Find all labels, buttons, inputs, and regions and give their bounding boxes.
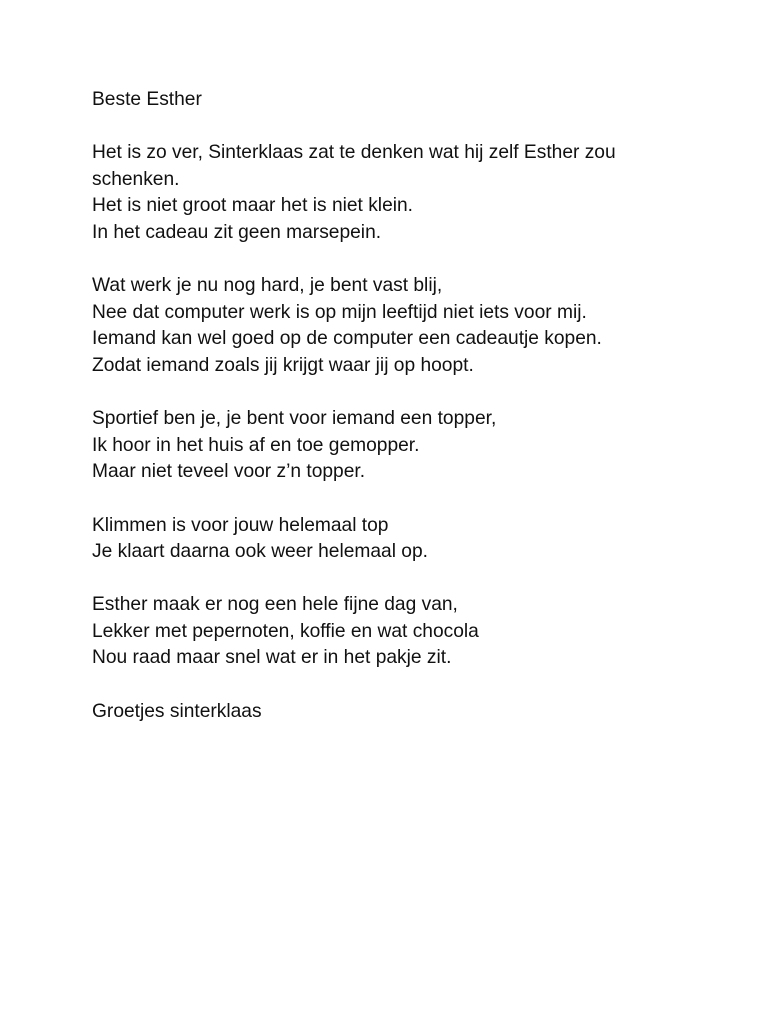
stanza-gap [92, 380, 712, 407]
stanza-gap [92, 114, 712, 141]
stanza-1 [92, 140, 712, 246]
poem-line: Lekker met pepernoten, koffie en wat chocola [92, 620, 479, 642]
stanza-gap [92, 566, 712, 593]
letter-body [92, 87, 712, 725]
poem-line: Nou raad maar snel wat er in het pakje zit. [92, 647, 452, 669]
poem-line: Zodat iemand zoals jij krijgt waar jij op hoopt. [92, 354, 474, 376]
poem-line: schenken. [92, 168, 180, 190]
poem-line: In het cadeau zit geen marsepein. [92, 221, 382, 243]
stanza-gap [92, 247, 712, 274]
stanza-5 [92, 592, 712, 672]
poem-line: Klimmen is voor jouw helemaal top [92, 514, 389, 536]
closing: Groetjes sinterklaas [92, 700, 262, 722]
greeting: Beste Esther [92, 89, 202, 110]
stanza-gap [92, 672, 712, 699]
poem-line: Het is niet groot maar het is niet klein. [92, 195, 414, 217]
poem-line: Nee dat computer werk is op mijn leeftijd niet iets voor mij. [92, 301, 587, 323]
stanza-3 [92, 406, 712, 486]
poem-line: Esther maak er nog een hele fijne dag van, [92, 594, 458, 616]
stanza-gap [92, 486, 712, 513]
poem-line: Je klaart daarna ook weer helemaal op. [92, 541, 428, 563]
poem-line: Iemand kan wel goed op de computer een cadeautje kopen. [92, 328, 602, 350]
stanza-2 [92, 273, 712, 379]
poem-line: Het is zo ver, Sinterklaas zat te denken wat hij zelf Esther zou [92, 142, 616, 164]
poem-line: Sportief ben je, je bent voor iemand een topper, [92, 408, 497, 430]
stanza-4 [92, 513, 712, 566]
poem-line: Ik hoor in het huis af en toe gemopper. [92, 434, 420, 456]
poem-line: Wat werk je nu nog hard, je bent vast blij, [92, 275, 443, 297]
poem-line: Maar niet teveel voor z’n topper. [92, 461, 366, 483]
